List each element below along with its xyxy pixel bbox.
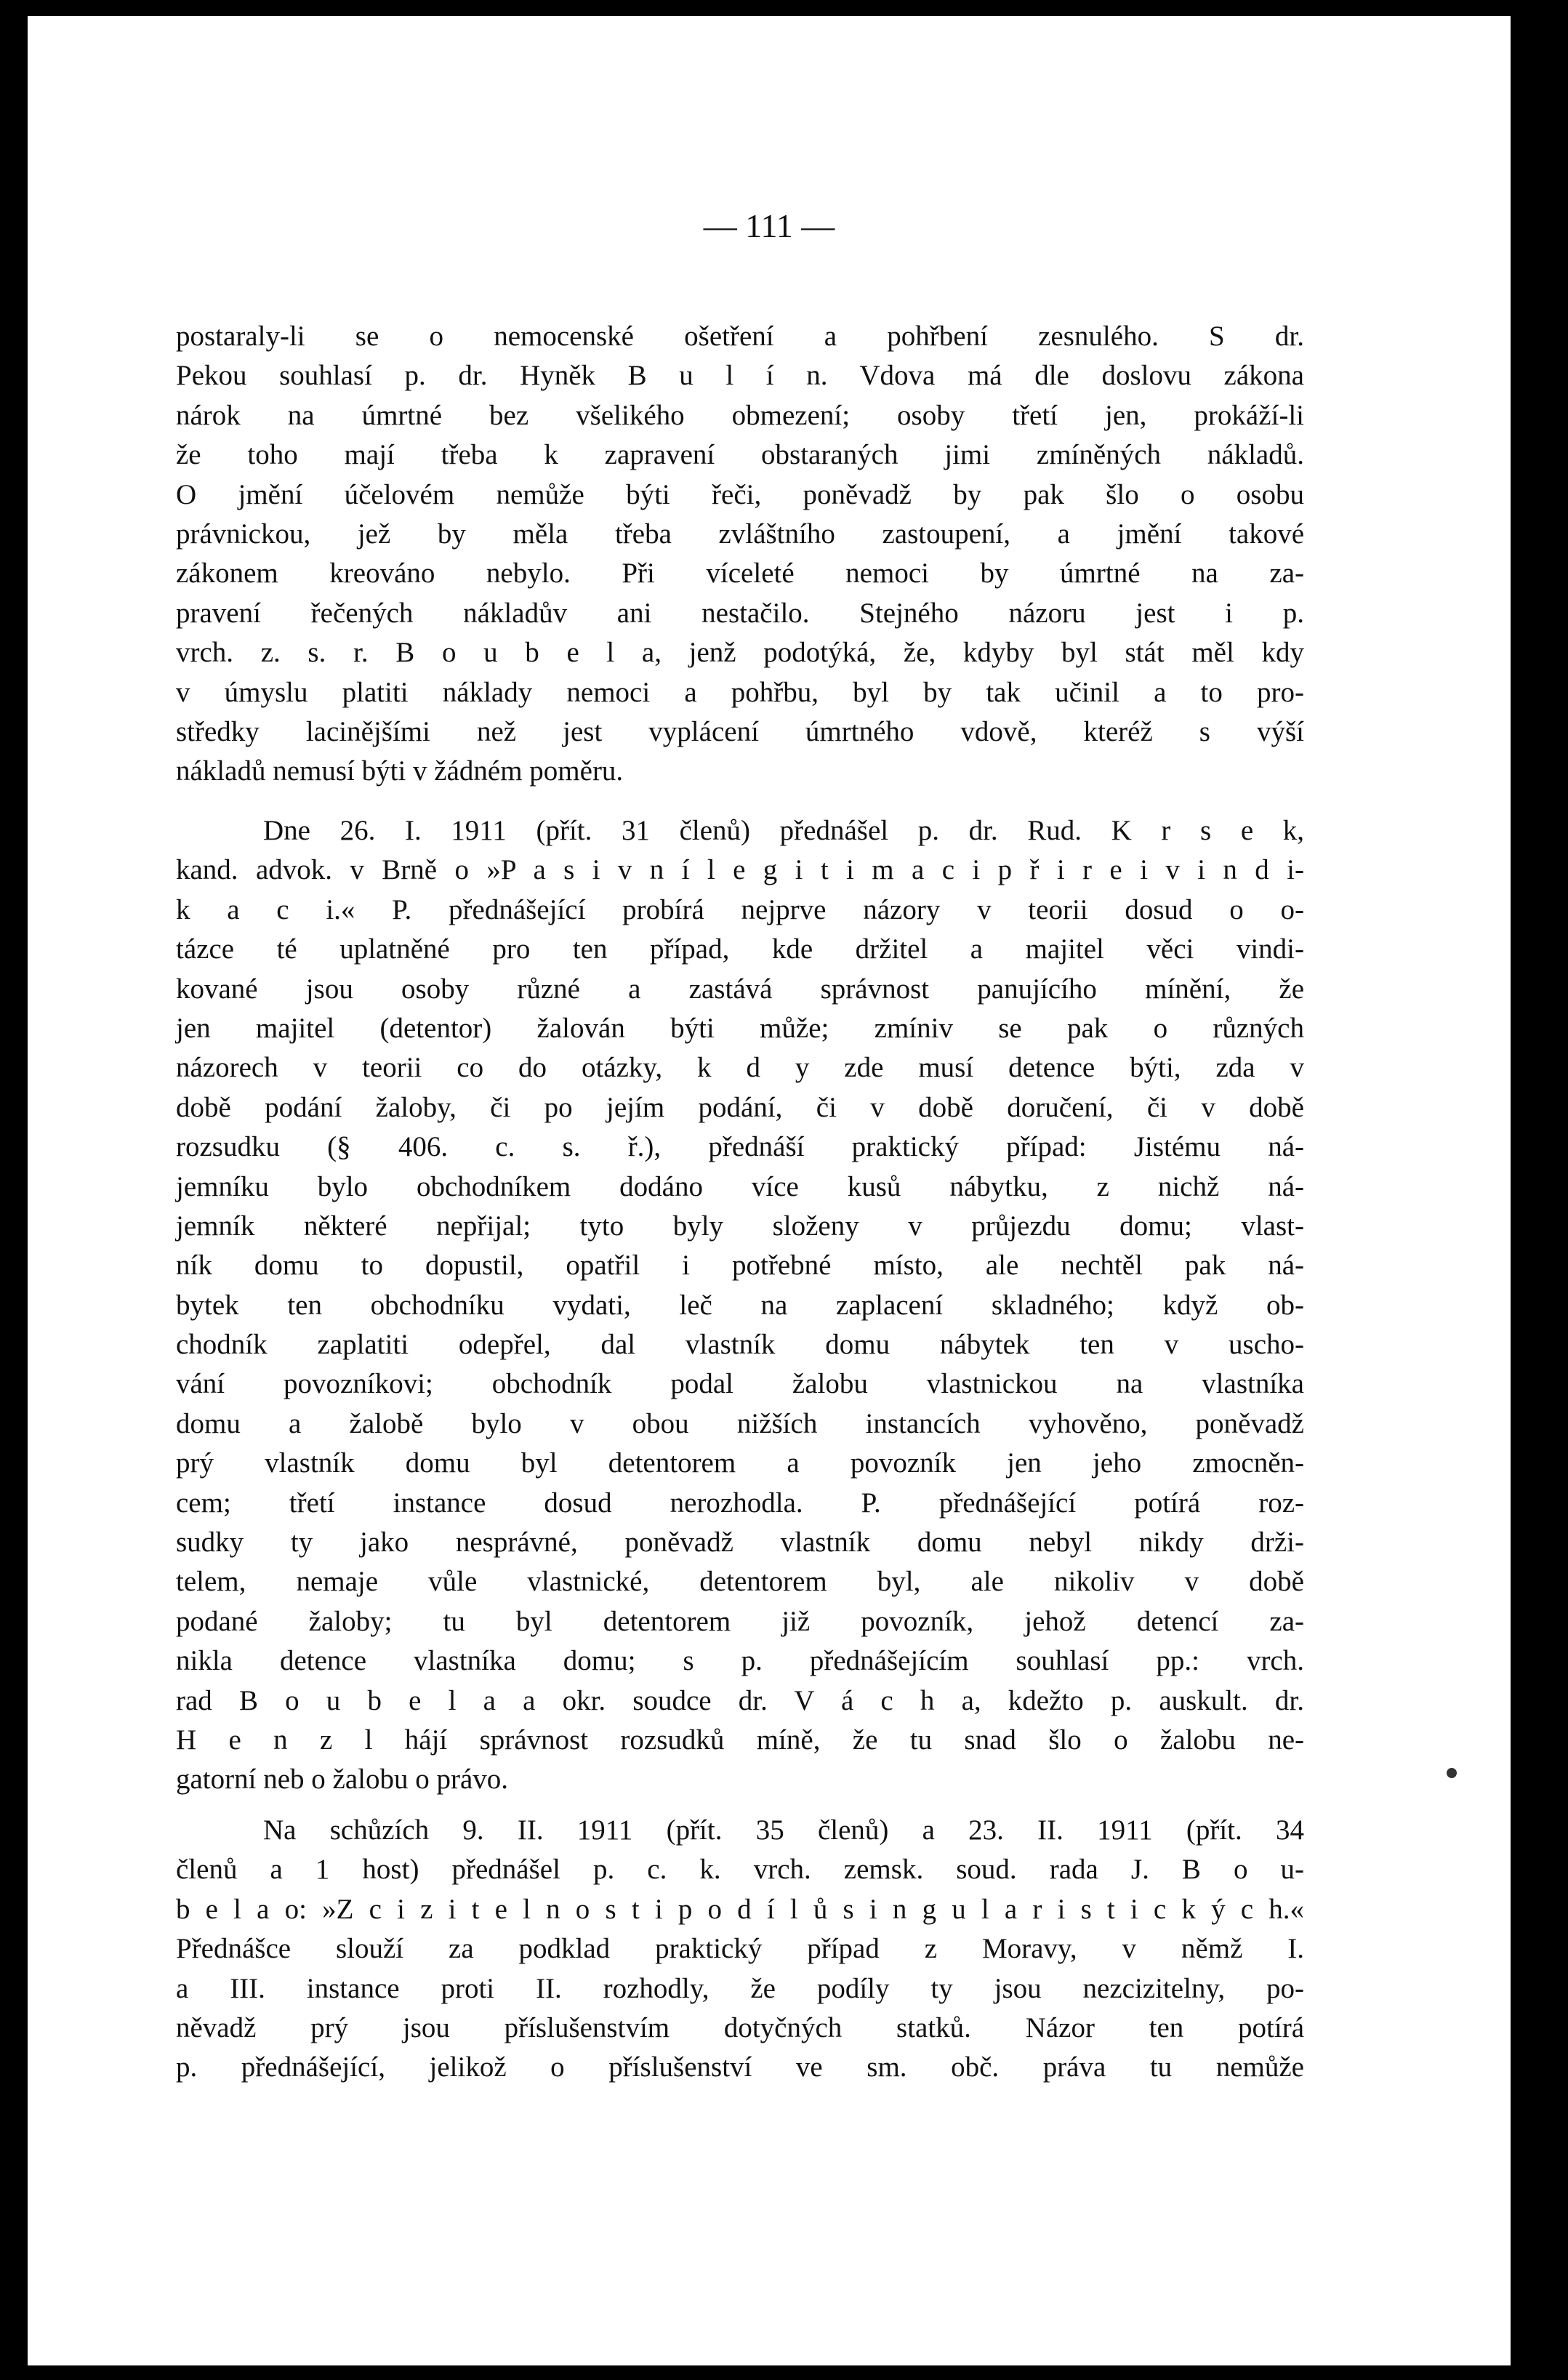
text-line: O jmění účelovém nemůže býti řeči, poněvadž by pak šlo o osobu — [176, 478, 1304, 510]
text-line: době podání žaloby, či po jejím podání, či v době doručení, či v době — [176, 1091, 1304, 1123]
text-line: vrch. z. s. r. B o u b e l a, jenž podotýká, že, kdyby byl stát měl kdy — [176, 637, 1304, 669]
text-line: domu a žalobě bylo v obou nižších instancích vyhověno, poněvadž — [176, 1407, 1304, 1439]
text-line: členů a 1 host) přednášel p. c. k. vrch. zemsk. soud. rada J. B o u- — [176, 1854, 1304, 1886]
text-line: něvadž prý jsou příslušenstvím dotyčných statků. Názor ten potírá — [176, 2011, 1304, 2043]
text-line: středky lacinějšími než jest vyplácení úmrtného vdově, kteréž s výší — [176, 715, 1304, 747]
paragraph-3 — [176, 1811, 1304, 2088]
text-line: a III. instance proti II. rozhodly, že podíly ty jsou nezcizitelny, po- — [176, 1972, 1304, 2004]
text-line: Dne 26. I. 1911 (přít. 31 členů) přednášel p. dr. Rud. K r s e k, — [263, 815, 1304, 846]
text-line: jemníku bylo obchodníkem dodáno více kusů nábytku, z nichž ná- — [176, 1170, 1304, 1202]
text-line: cem; třetí instance dosud nerozhodla. P. přednášející potírá roz- — [176, 1487, 1304, 1519]
page-number: — 111 — — [703, 207, 835, 244]
text-line: právnickou, jež by měla třeba zvláštního zastoupení, a jmění takové — [176, 518, 1304, 550]
text-line: rad B o u b e l a a okr. soudce dr. V á c h a, kdežto p. auskult. dr. — [176, 1684, 1304, 1716]
text-line: p. přednášející, jelikož o příslušenství ve sm. obč. práva tu nemůže — [176, 2051, 1304, 2083]
text-line: že toho mají třeba k zapravení obstaraných jimi zmíněných nákladů. — [176, 439, 1304, 471]
text-line: chodník zaplatiti odepřel, dal vlastník domu nábytek ten v uscho- — [176, 1329, 1304, 1361]
text-line: nárok na úmrtné bez všelikého obmezení; osoby třetí jen, prokáží-li — [176, 399, 1304, 431]
text-line: bytek ten obchodníku vydati, leč na zaplacení skladného; když ob- — [176, 1289, 1304, 1321]
text-line: rozsudku (§ 406. c. s. ř.), přednáší praktický případ: Jistému ná- — [176, 1131, 1304, 1163]
text-line: jen majitel (detentor) žalován býti může; zmíniv se pak o různých — [176, 1012, 1304, 1044]
text-line: vání povozníkovi; obchodník podal žalobu vlastnickou na vlastníka — [176, 1368, 1304, 1400]
text-line: nikla detence vlastníka domu; s p. přednášejícím souhlasí pp.: vrch. — [176, 1645, 1304, 1677]
text-line: b e l a o: »Z c i z i t e l n o s t i p o d í l ů s i n g u l a r i s t i c k ý c h.« — [176, 1893, 1304, 1925]
book-page — [28, 16, 1511, 2365]
text-line: pravení řečených nákladův ani nestačilo. Stejného názoru jest i p. — [176, 597, 1304, 629]
scan-speck — [1447, 1768, 1457, 1778]
text-line: postaraly-li se o nemocenské ošetření a pohřbení zesnulého. S dr. — [176, 321, 1304, 352]
text-line: k a c i.« P. přednášející probírá nejprve názory v teorii dosud o o- — [176, 893, 1304, 925]
text-line: podané žaloby; tu byl detentorem již povozník, jehož detencí za- — [176, 1605, 1304, 1637]
text-line: Přednášce slouží za podklad praktický případ z Moravy, v němž I. — [176, 1933, 1304, 1965]
text-line: ník domu to dopustil, opatřil i potřebné místo, ale nechtěl pak ná- — [176, 1250, 1304, 1282]
text-line: kand. advok. v Brně o »P a s i v n í l e g i t i m a c i p ř i r e i v i n d i- — [176, 854, 1304, 886]
text-line: názorech v teorii co do otázky, k d y zde musí detence býti, zda v — [176, 1052, 1304, 1084]
text-line: kované jsou osoby různé a zastává správnost panujícího mínění, že — [176, 973, 1304, 1005]
text-line: sudky ty jako nesprávné, poněvadž vlastník domu nebyl nikdy drži- — [176, 1527, 1304, 1559]
paragraph-2 — [176, 811, 1304, 1800]
text-line: zákonem kreováno nebylo. Při víceleté nemoci by úmrtné na za- — [176, 558, 1304, 590]
text-line: v úmyslu platiti náklady nemoci a pohřbu, byl by tak učinil a to pro- — [176, 676, 1304, 708]
text-line: Na schůzích 9. II. 1911 (přít. 35 členů) a 23. II. 1911 (přít. 34 — [263, 1814, 1304, 1846]
text-line: tázce té uplatněné pro ten případ, kde držitel a majitel věci vindi- — [176, 933, 1304, 965]
text-line: telem, nemaje vůle vlastnické, detentorem byl, ale nikoliv v době — [176, 1566, 1304, 1598]
text-line: Pekou souhlasí p. dr. Hyněk B u l í n. Vdova má dle doslovu zákona — [176, 360, 1304, 392]
text-line: H e n z l hájí správnost rozsudků míně, že tu snad šlo o žalobu ne- — [176, 1724, 1304, 1756]
text-line: jemník některé nepřijal; tyto byly složeny v průjezdu domu; vlast- — [176, 1210, 1304, 1242]
text-line: prý vlastník domu byl detentorem a povozník jen jeho zmocněn- — [176, 1447, 1304, 1479]
text-line: gatorní neb o žalobu o právo. — [176, 1764, 509, 1796]
text-line: nákladů nemusí býti v žádném poměru. — [176, 755, 624, 787]
paragraph-1 — [176, 317, 1304, 792]
